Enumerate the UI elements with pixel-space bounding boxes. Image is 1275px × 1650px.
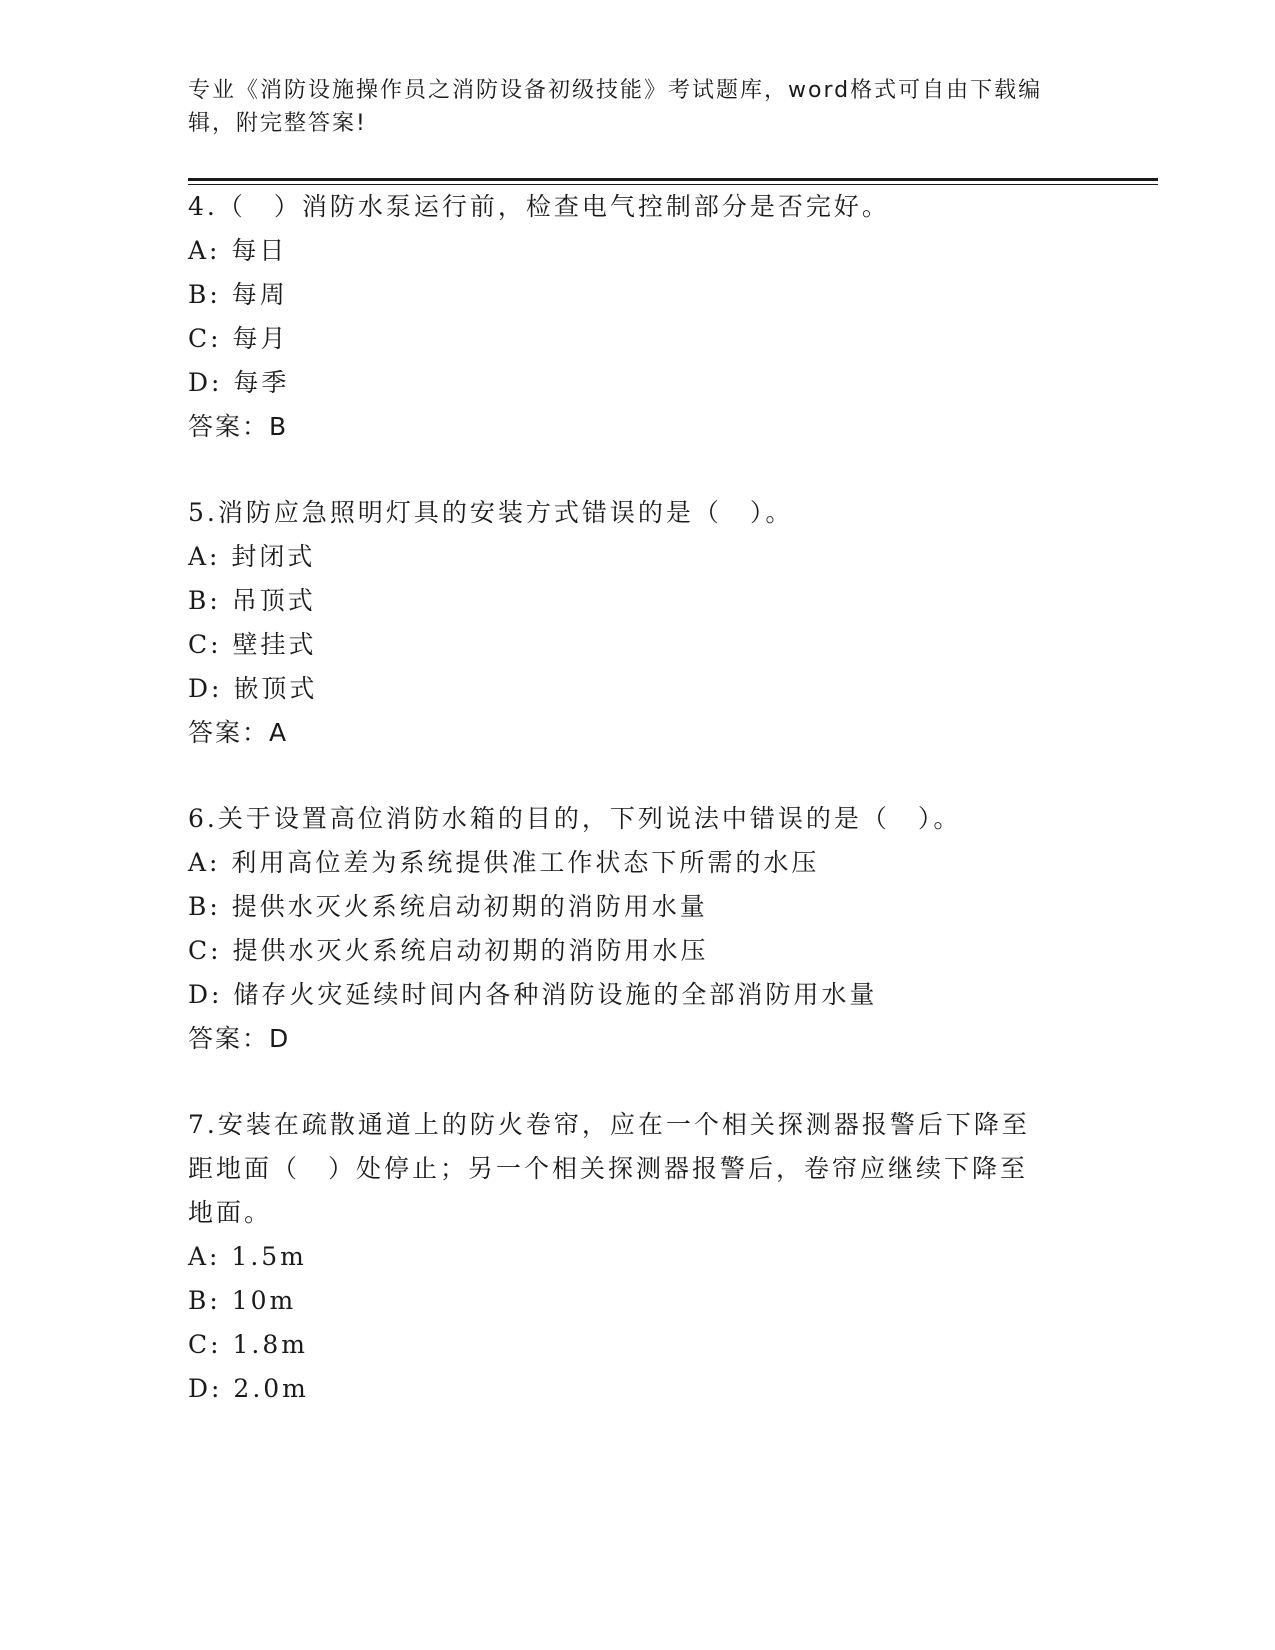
- question-4-option-b: B: 每周: [188, 280, 288, 309]
- question-7-stem-line-1: 7.安装在疏散通道上的防火卷帘，应在一个相关探测器报警后下降至: [188, 1110, 1030, 1139]
- header-line-1: 专业《消防设施操作员之消防设备初级技能》考试题库，word格式可自由下载编: [188, 78, 1043, 103]
- question-6-answer: 答案：D: [188, 1024, 291, 1053]
- question-7-option-b: B: 10m: [188, 1286, 297, 1315]
- document-header: [188, 74, 1068, 140]
- header-divider-thin: [188, 184, 1158, 185]
- question-5-stem: 5.消防应急照明灯具的安装方式错误的是（ ）。: [188, 498, 794, 527]
- question-5-option-b: B: 吊顶式: [188, 586, 316, 615]
- question-5-answer: 答案：A: [188, 718, 289, 747]
- question-6-stem: 6.关于设置高位消防水箱的目的，下列说法中错误的是（ ）。: [188, 804, 962, 833]
- question-5-option-a: A: 封闭式: [188, 542, 316, 571]
- question-7-option-c: C: 1.8m: [188, 1330, 308, 1359]
- question-4-option-c: C: 每月: [188, 324, 289, 353]
- question-4-answer: 答案：B: [188, 412, 289, 441]
- question-5-option-d: D: 嵌顶式: [188, 674, 318, 703]
- question-7-stem-line-3: 地面。: [188, 1198, 273, 1227]
- question-5-option-c: C: 壁挂式: [188, 630, 317, 659]
- question-6-option-c: C: 提供水灭火系统启动初期的消防用水压: [188, 936, 709, 965]
- question-6-option-a: A: 利用高位差为系统提供准工作状态下所需的水压: [188, 848, 820, 877]
- header-divider-thick: [188, 178, 1158, 181]
- question-7-option-d: D: 2.0m: [188, 1374, 309, 1403]
- question-4-stem: 4.（ ）消防水泵运行前，检查电气控制部分是否完好。: [188, 192, 890, 221]
- header-line-2: 辑，附完整答案!: [188, 111, 367, 136]
- question-7-option-a: A: 1.5m: [188, 1242, 307, 1271]
- question-4-option-d: D: 每季: [188, 368, 290, 397]
- question-4-option-a: A: 每日: [188, 236, 288, 265]
- question-7-stem-line-2: 距地面（ ）处停止；另一个相关探测器报警后，卷帘应继续下降至: [188, 1154, 1029, 1183]
- question-6-option-b: B: 提供水灭火系统启动初期的消防用水量: [188, 892, 708, 921]
- question-6-option-d: D: 储存火灾延续时间内各种消防设施的全部消防用水量: [188, 980, 878, 1009]
